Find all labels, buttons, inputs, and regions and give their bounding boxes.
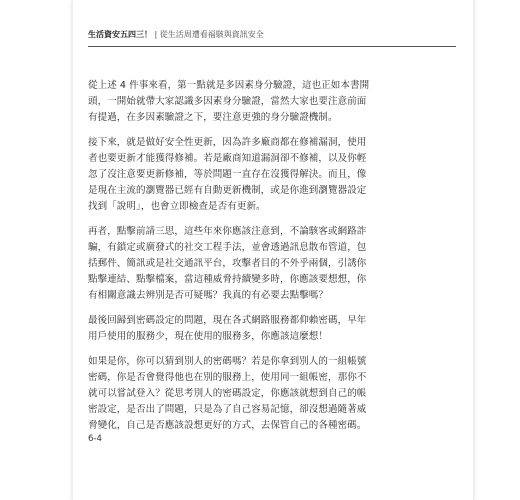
- text-line: 密碼，你是否會覺得他也在別的服務上，使用同一組帳密，那你不: [88, 372, 367, 383]
- text-line: 最後回歸到密碼設定的問題，現在各式網路服務都仰賴密碼，早年: [88, 315, 367, 326]
- text-line: 忽了沒注意要更新修補，等於問題一直存在沒獲得解決。而且，像: [88, 169, 367, 180]
- header-divider: [88, 46, 456, 47]
- text-line: 有相關意識去辨別是否可疑嗎？我真的有必要去點擊嗎？: [88, 290, 329, 301]
- text-line: 脅變化，自己是否應該設想更好的方式，去保管自己的各種密碼。: [88, 420, 367, 431]
- text-line: 頭，一開始就帶大家認識多因素身分驗證，當然大家也要注意前面: [88, 96, 367, 107]
- text-line: 騙，有鎖定或廣發式的社交工程手法，並會透過訊息散布管道，包: [88, 242, 367, 253]
- book-title: 生活資安五四三！: [88, 30, 152, 39]
- text-line: 接下來，就是做好安全性更新，因為許多廠商都在修補漏洞，使用: [88, 137, 367, 148]
- paragraph: [88, 78, 456, 126]
- paragraph: [88, 224, 456, 304]
- text-line: 找到「說明」，也會立即檢查是否有更新。: [88, 201, 266, 212]
- text-line: 如果是你，你可以猜到別人的密碼嗎？若是你拿到別人的一組帳號: [88, 356, 367, 367]
- text-line: 再者，點擊前請三思，這些年來你應該注意到，不論駭客或網路詐: [88, 226, 367, 237]
- text-line: 括郵件、簡訊或是社交通訊平台，攻擊者目的不外乎兩個，引誘你: [88, 258, 367, 269]
- body-text: [88, 78, 456, 443]
- text-line: 點擊連結、點擊檔案，當這種威脅持續變多時，你應該要想想，你: [88, 274, 367, 285]
- running-header: [88, 29, 264, 41]
- paragraph: [88, 313, 456, 345]
- text-line: 用戶使用的服務少，現在使用的服務多，你應該這麼想！: [88, 331, 329, 342]
- paragraph: [88, 135, 456, 215]
- text-line: 是現在主流的瀏覽器已經有自動更新機制，或是你進到瀏覽器設定: [88, 185, 367, 196]
- text-line: 有提過，在多因素驗證之下，要注意更強的身分驗證機制。: [88, 112, 338, 123]
- text-line: 從上述 4 件事來看，第一點就是多因素身分驗證，這也正如本書開: [88, 80, 370, 91]
- header-subtitle: 從生活周遭看福駭與資訊安全: [159, 30, 264, 39]
- text-line: 就可以嘗試登入？從思考別人的密碼設定，你應該就想到自己的帳: [88, 388, 367, 399]
- header-separator: |: [152, 30, 160, 39]
- text-line: 者也要更新才能獲得修補。若是廠商知道漏洞卻不修補，以及你輕: [88, 153, 367, 164]
- text-line: 密設定，是否出了問題，只是為了自己容易記憶，卻沒想過隨著威: [88, 404, 367, 415]
- paragraph: [88, 354, 456, 434]
- page-number: 6-4: [88, 434, 102, 444]
